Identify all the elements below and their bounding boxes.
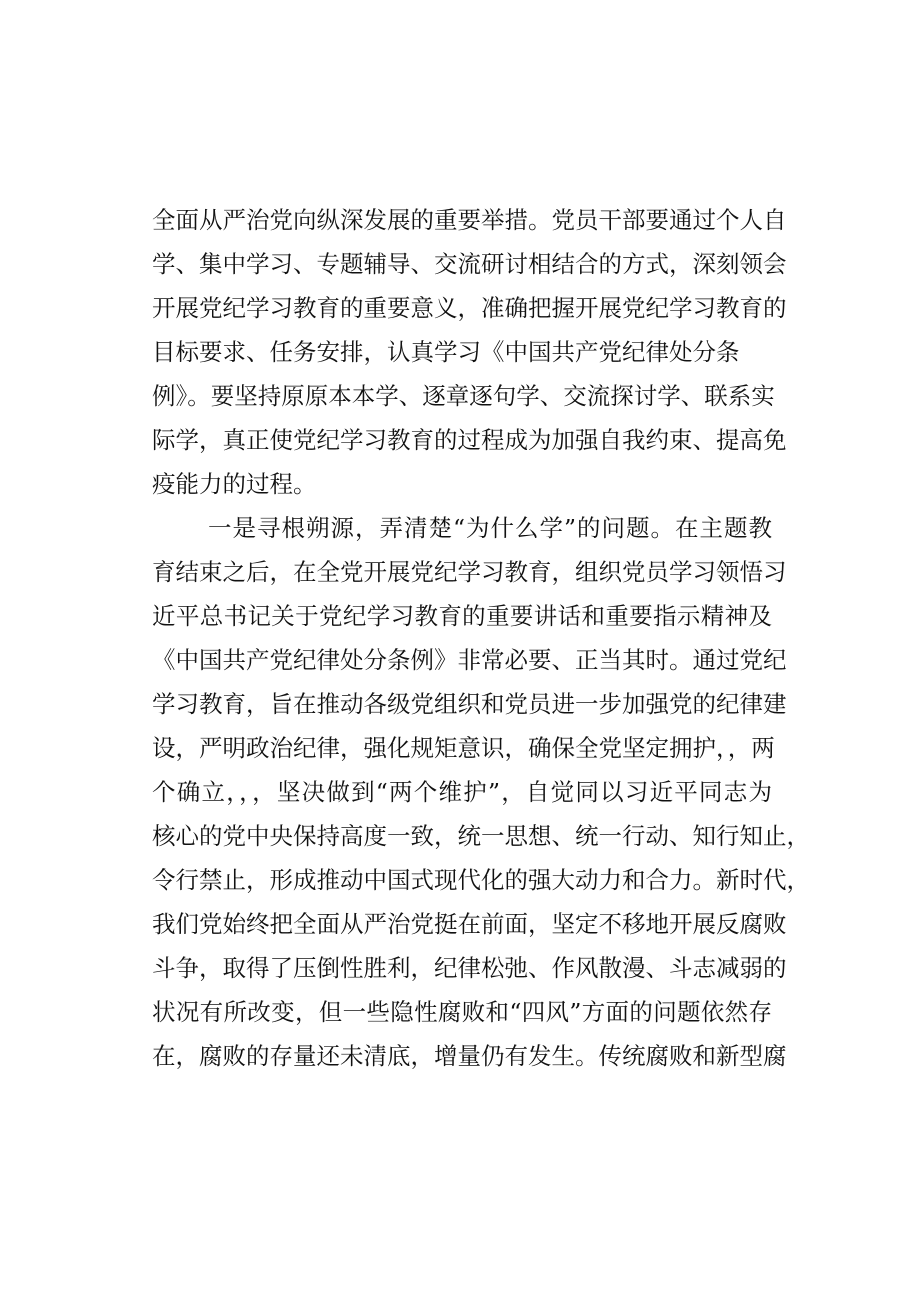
paragraph-2: [152, 506, 810, 1078]
paragraph-line: 际学，真正使党纪学习教育的过程成为加强自我约束、提高免: [152, 426, 787, 454]
paragraph-line: 疫能力的过程。: [152, 470, 317, 498]
document-body: [152, 198, 810, 1078]
paragraph-line: 近平总书记关于党纪学习教育的重要讲话和重要指示精神及: [152, 602, 772, 630]
paragraph-line: 我们党始终把全面从严治党挺在前面，坚定不移地开展反腐败: [152, 910, 787, 938]
paragraph-line: 育结束之后，在全党开展党纪学习教育，组织党员学习领悟习: [152, 558, 787, 586]
paragraph-line: 全面从严治党向纵深发展的重要举措。党员干部要通过个人自: [152, 206, 787, 234]
paragraph-line: 学习教育，旨在推动各级党组织和党员进一步加强党的纪律建: [152, 690, 787, 718]
paragraph-1: [152, 198, 787, 506]
paragraph-line: 一是寻根朔源，弄清楚“为什么学”的问题。在主题教: [208, 514, 772, 542]
paragraph-line: 个确立，，，坚决做到“两个维护”，自觉同以习近平同志为: [152, 778, 772, 806]
paragraph-line: 学、集中学习、专题辅导、交流研讨相结合的方式，深刻领会: [152, 250, 787, 278]
paragraph-line: 核心的党中央保持高度一致，统一思想、统一行动、知行知止，: [152, 822, 810, 850]
paragraph-line: 令行禁止，形成推动中国式现代化的强大动力和合力。新时代，: [152, 866, 810, 894]
paragraph-line: 斗争，取得了压倒性胜利，纪律松弛、作风散漫、斗志减弱的: [152, 954, 787, 982]
paragraph-line: 开展党纪学习教育的重要意义，准确把握开展党纪学习教育的: [152, 294, 787, 322]
paragraph-line: 设，严明政治纪律，强化规矩意识，确保全党坚定拥护，，两: [152, 734, 775, 762]
paragraph-line: 《中国共产党纪律处分条例》非常必要、正当其时。通过党纪: [152, 646, 787, 674]
paragraph-line: 目标要求、任务安排，认真学习《中国共产党纪律处分条: [152, 338, 740, 366]
paragraph-line: 例》。要坚持原原本本学、逐章逐句学、交流探讨学、联系实: [152, 382, 775, 410]
paragraph-line: 状况有所改变，但一些隐性腐败和“四风”方面的问题依然存: [152, 998, 772, 1026]
paragraph-line: 在，腐败的存量还未清底，增量仍有发生。传统腐败和新型腐: [152, 1042, 787, 1070]
